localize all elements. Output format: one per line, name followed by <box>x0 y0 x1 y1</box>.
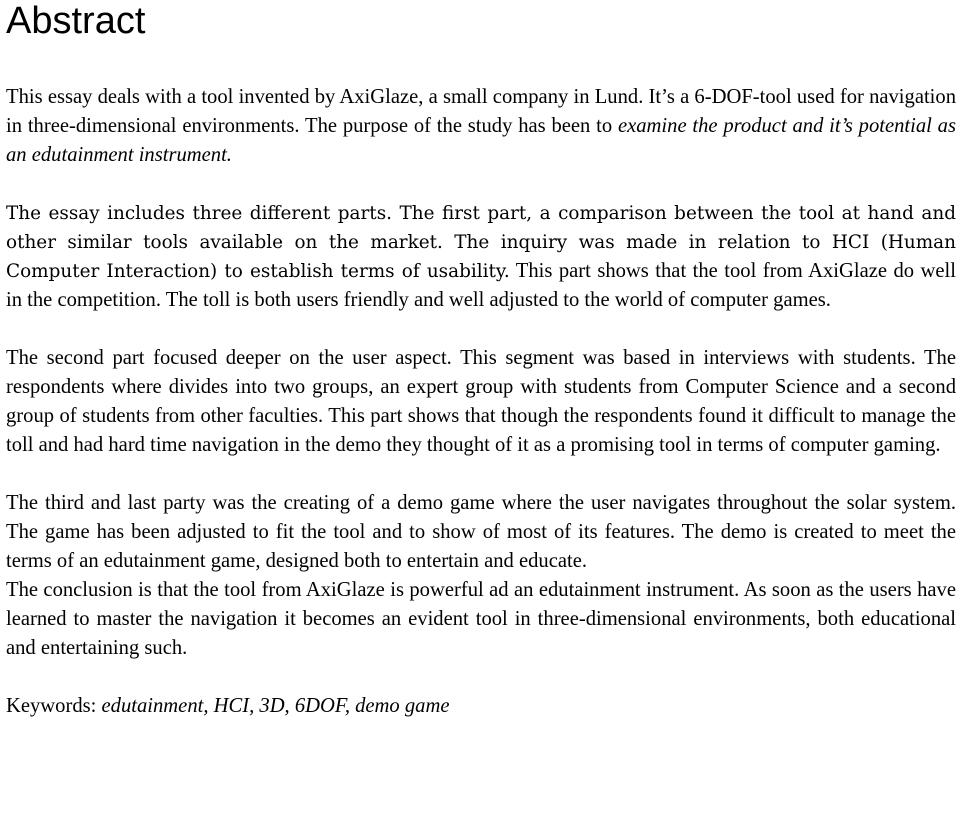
abstract-heading: Abstract <box>6 0 146 42</box>
document-page <box>6 0 956 721</box>
conclusion-paragraph: The conclusion is that the tool from AxiGlaze is powerful ad an edutainment instrument. As soon as the users have learned to master the navigation it becomes an evident tool in three-dimensional environments, both educational and entertaining such. <box>6 579 956 659</box>
parts-overview-text-continued: This part shows that the tool from AxiGlaze do well in the competition. The toll is both users friendly and well adjusted to the world of computer games. <box>6 260 956 311</box>
parts-overview-text: The essay includes three different parts. The first part, a comparison between the tool at hand and other similar tools available on the market. The inquiry was made in relation to HCI (Human Computer Interaction) to establish terms of usability. <box>6 203 956 282</box>
parts-overview-paragraph <box>6 199 956 315</box>
intro-paragraph <box>6 83 956 170</box>
third-part-paragraph: The third and last party was the creating of a demo game where the user navigates throughout the solar system. The game has been adjusted to fit the tool and to show of most of its features. The demo is created to meet the terms of an edutainment game, designed both to entertain and educate. <box>6 492 956 572</box>
intro-text: This essay deals with a tool invented by AxiGlaze, a small company in Lund. It’s a 6-DOF-tool used for navigation in three-dimensional environments. The purpose of the study has been to <box>6 86 956 137</box>
second-part-paragraph: The second part focused deeper on the user aspect. This segment was based in interviews with students. The respondents where divides into two groups, an expert group with students from Computer Science and a second group of students from other faculties. This part shows that though the respondents found it difficult to manage the toll and had hard time navigation in the demo they thought of it as a promising tool in terms of computer gaming. <box>6 347 956 456</box>
keywords-line <box>6 692 956 721</box>
keywords-label: Keywords: <box>6 695 102 717</box>
keywords-terms: edutainment, HCI, 3D, 6DOF, demo game <box>101 695 450 717</box>
intro-italic-text: examine the product and it’s potential as an edutainment instrument. <box>6 115 956 166</box>
